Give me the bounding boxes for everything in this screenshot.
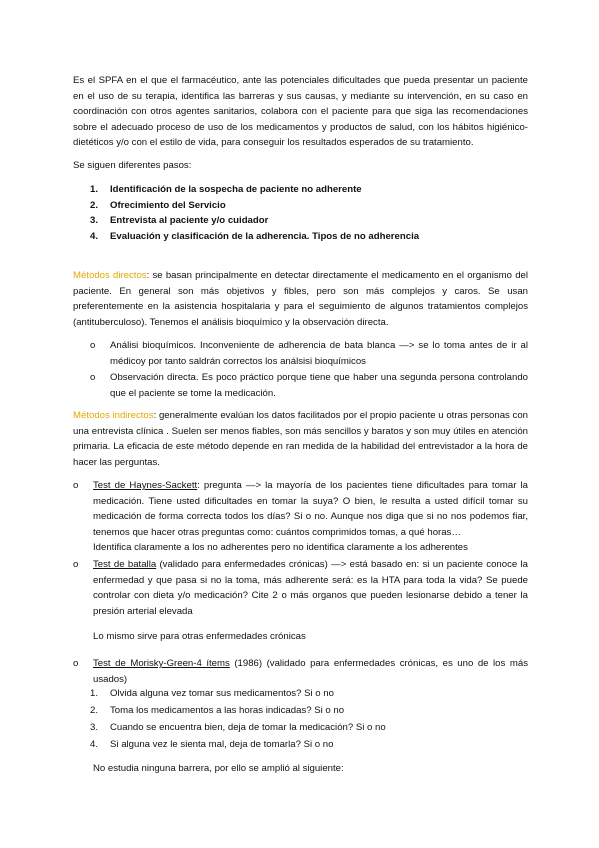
step-label: Evaluación y clasificación de la adherencia. Tipos de no adherencia [110, 230, 420, 242]
test-note: Identifica claramente a los no adherentes pero no identifica claramente a los adherentes [93, 542, 468, 553]
step-label: Ofrecimiento del Servicio [110, 199, 226, 211]
step-item [90, 198, 510, 214]
test-name: Test de batalla [93, 559, 157, 570]
step-label: Entrevista al paciente y/o cuidador [110, 215, 269, 226]
test-name: Test de Haynes-Sackett [93, 480, 198, 491]
steps-list [90, 182, 510, 244]
test-body [93, 478, 528, 556]
step-item [90, 182, 510, 198]
question-number: 2. [90, 705, 99, 716]
direct-item [90, 370, 528, 401]
question-number: 1. [90, 688, 99, 699]
test-item [73, 557, 528, 619]
step-number: 1. [90, 184, 99, 195]
bullet-mark: o [73, 480, 79, 491]
indirect-methods-text: : generalmente evalúan los datos facilitados por el propio paciente u otras personas con una entrevista clínica . Suelen ser menos fiables, son más sencillos y baratos y son muy útiles en atención primaria. La eficacia de este método depende en ran medida de la habilidad del entrevistador a la hora de hacer las perguntas. [73, 410, 529, 468]
test-note: No estudia ninguna barrera, por ello se amplió al siguiente: [93, 763, 344, 774]
intro-paragraph: Es el SPFA en el que el farmacéutico, ante las potenciales dificultades que pueda presentar un paciente en el uso de su terapia, identifica las barreras y sus causas, y mediante su intervención, en su caso en coordinación con otros agentes sanitarios, colabora con el paciente para que siga las recomendaciones sobre el adecuado proceso de uso de los medicamentos y productos de salud, con los hábitos higiénico-dietéticos y/o con el estilo de vida, para conseguir los resultados esperados de su tratamiento. [73, 75, 528, 148]
test-text: (1986) (validado para enfermedades crónicas, es uno de los más usados) [93, 658, 528, 685]
bullet-mark: o [73, 658, 79, 669]
step-number: 3. [90, 215, 99, 226]
test-body [93, 557, 528, 619]
question-item [90, 736, 333, 753]
direct-item [90, 338, 528, 369]
direct-methods-title: Métodos directos [73, 270, 147, 281]
step-item [90, 229, 510, 245]
test-note: Lo mismo sirve para otras enfermedades crónicas [93, 631, 306, 642]
test-text: : pregunta —> la mayoría de los pacientes tiene dificultades para tomar la medicación. Tiene usted dificultades en tomar la suya? O bien, le resulta a usted difícil tomar su medicación de forma correcta todos los días? Si o no. Aunque nos diga que si no nos podemos fiar, tenemos que hacer otras preguntas como: cuántos comprimidos tomas, a qué horas… [93, 480, 528, 538]
indirect-methods-title: Métodos indirectos [73, 410, 154, 421]
question-text: Toma los medicamentos a las horas indicadas? Si o no [110, 705, 345, 716]
question-text: Olvida alguna vez tomar sus medicamentos? Si o no [110, 688, 334, 699]
test-item [73, 478, 528, 556]
bullet-mark: o [90, 340, 96, 351]
question-number: 4. [90, 739, 99, 750]
direct-methods-paragraph [73, 268, 528, 330]
step-number: 4. [90, 230, 99, 242]
step-label: Identificación de la sospecha de paciente no adherente [110, 184, 362, 195]
test-text: (validado para enfermedades crónicas) —> está basado en: si un paciente conoce la enfermedad y que pasa si no la toma, más adherente será: es la HTA para toda la vida? Se puede controlar con dieta y/o medicación? Cite 2 o más organos que pueden lesionarse debido a tener la presión arterial elevada [93, 559, 529, 617]
steps-intro: Se siguen diferentes pasos: [73, 160, 192, 171]
direct-item-text: Análisi bioquímicos. Inconveniente de adherencia de bata blanca —> se lo toma antes de ir al médicoy por tanto saldrán correctos los análsisi bioquímicos [110, 340, 528, 367]
question-text: Si alguna vez le sienta mal, deja de tomarla? Si o no [110, 739, 334, 750]
step-item [90, 213, 510, 229]
bullet-mark: o [90, 372, 96, 383]
question-item [90, 685, 334, 702]
question-item [90, 702, 344, 719]
test-item [73, 656, 528, 687]
direct-item-text: Observación directa. Es poco práctico porque tiene que haber una segunda persona controlando que el paciente se tome la medicación. [110, 372, 528, 399]
question-number: 3. [90, 722, 99, 733]
step-number: 2. [90, 199, 99, 211]
question-item [90, 719, 386, 736]
test-name: Test de Morisky-Green-4 ítems [93, 658, 230, 669]
question-text: Cuando se encuentra bien, deja de tomar la medicación? Si o no [110, 722, 386, 733]
direct-methods-text: : se basan principalmente en detectar directamente el medicamento en el organismo del paciente. En general son más objetivos y fibles, pero son más complejos y caros. Se usan preferentemente en la asistencia hospitalaria y para el seguimiento de algunos tratamientos complejos (antituberculoso). Tenemos el análisis bioquímico y la observación directa. [73, 270, 529, 328]
test-body [93, 656, 528, 687]
bullet-mark: o [73, 559, 79, 570]
indirect-methods-paragraph [73, 408, 528, 470]
